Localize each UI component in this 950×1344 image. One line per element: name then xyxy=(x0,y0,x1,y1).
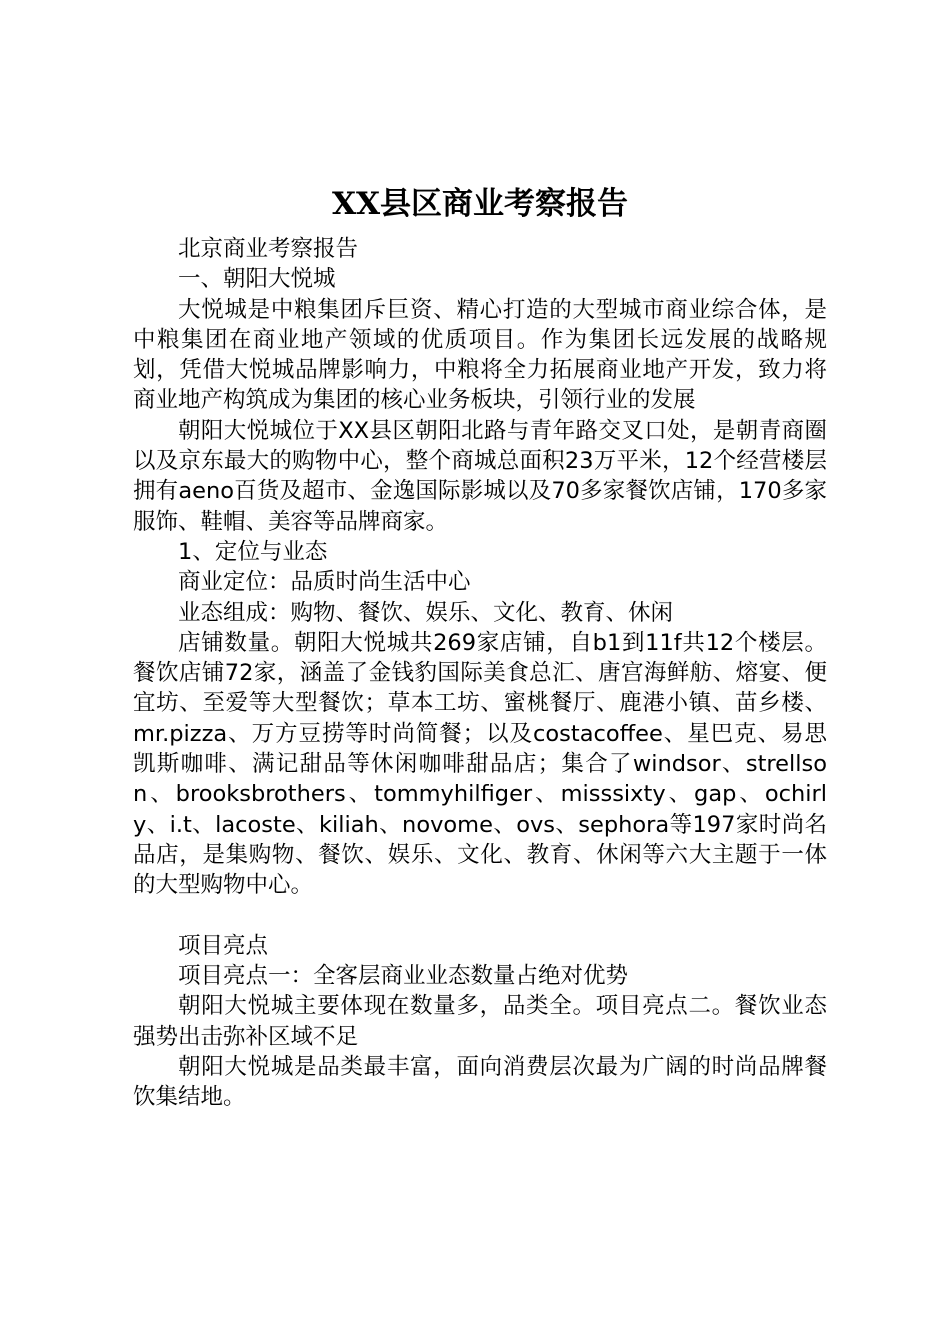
paragraph-blank xyxy=(133,901,827,931)
paragraph-positioning-heading: 1、定位与业态 xyxy=(178,538,328,565)
paragraph-highlight-detail: 朝阳大悦城主要体现在数量多，品类全。项目亮点二。餐饮业态强势出击弥补区域不足 xyxy=(133,993,827,1050)
paragraph-dining-hub: 朝阳大悦城是品类最丰富，面向消费层次最为广阔的时尚品牌餐饮集结地。 xyxy=(133,1054,827,1111)
paragraph-heading-beijing: 北京商业考察报告 xyxy=(178,236,359,262)
document-title: XX县区商业考察报告 xyxy=(331,186,629,222)
paragraph-highlight-one: 项目亮点一：全客层商业业态数量占绝对优势 xyxy=(178,963,629,990)
paragraph-intro: 大悦城是中粮集团斥巨资、精心打造的大型城市商业综合体，是中粮集团在商业地产领域的优质项目。作为集团长远发展的战略规划，凭借大悦城品牌影响力，中粮将全力拓展商业地产开发，致力将商业地产构筑成为集团的核心业务板块，引领行业的发展 xyxy=(133,296,827,414)
document-body xyxy=(133,234,827,1113)
paragraph-store-count: 店铺数量。朝阳大悦城共269家店铺，自b1到11f共12个楼层。餐饮店铺72家，涵盖了金钱豹国际美食总汇、唐宫海鲜舫、熔宴、便宜坊、至爱等大型餐饮；草本工坊、蜜桃餐厅、鹿港小镇、苗乡楼、mr.pizza、万方豆捞等时尚简餐；以及costacoffee、星巴克、易思凯斯咖啡、满记甜品等休闲咖啡甜品店；集合了windsor、strellson、brooksbrothers、tommyhilfiger、misssixty、gap、ochirly、i.t、lacoste、kiliah、novome、ovs、sephora等197家时尚名品店，是集购物、餐饮、娱乐、文化、教育、休闲等六大主题于一体的大型购物中心。 xyxy=(133,629,827,899)
paragraph-section-chaoyang: 一、朝阳大悦城 xyxy=(178,266,336,293)
paragraph-location: 朝阳大悦城位于XX县区朝阳北路与青年路交叉口处，是朝青商圈以及京东最大的购物中心，整个商城总面积23万平米，12个经营楼层拥有aeno百货及超市、金逸国际影城以及70多家餐饮店铺，170多家服饰、鞋帽、美容等品牌商家。 xyxy=(133,417,827,535)
paragraph-highlights-heading: 项目亮点 xyxy=(178,932,269,959)
paragraph-business-mix: 业态组成：购物、餐饮、娱乐、文化、教育、休闲 xyxy=(178,599,674,626)
paragraph-commercial-positioning: 商业定位：品质时尚生活中心 xyxy=(178,569,471,596)
